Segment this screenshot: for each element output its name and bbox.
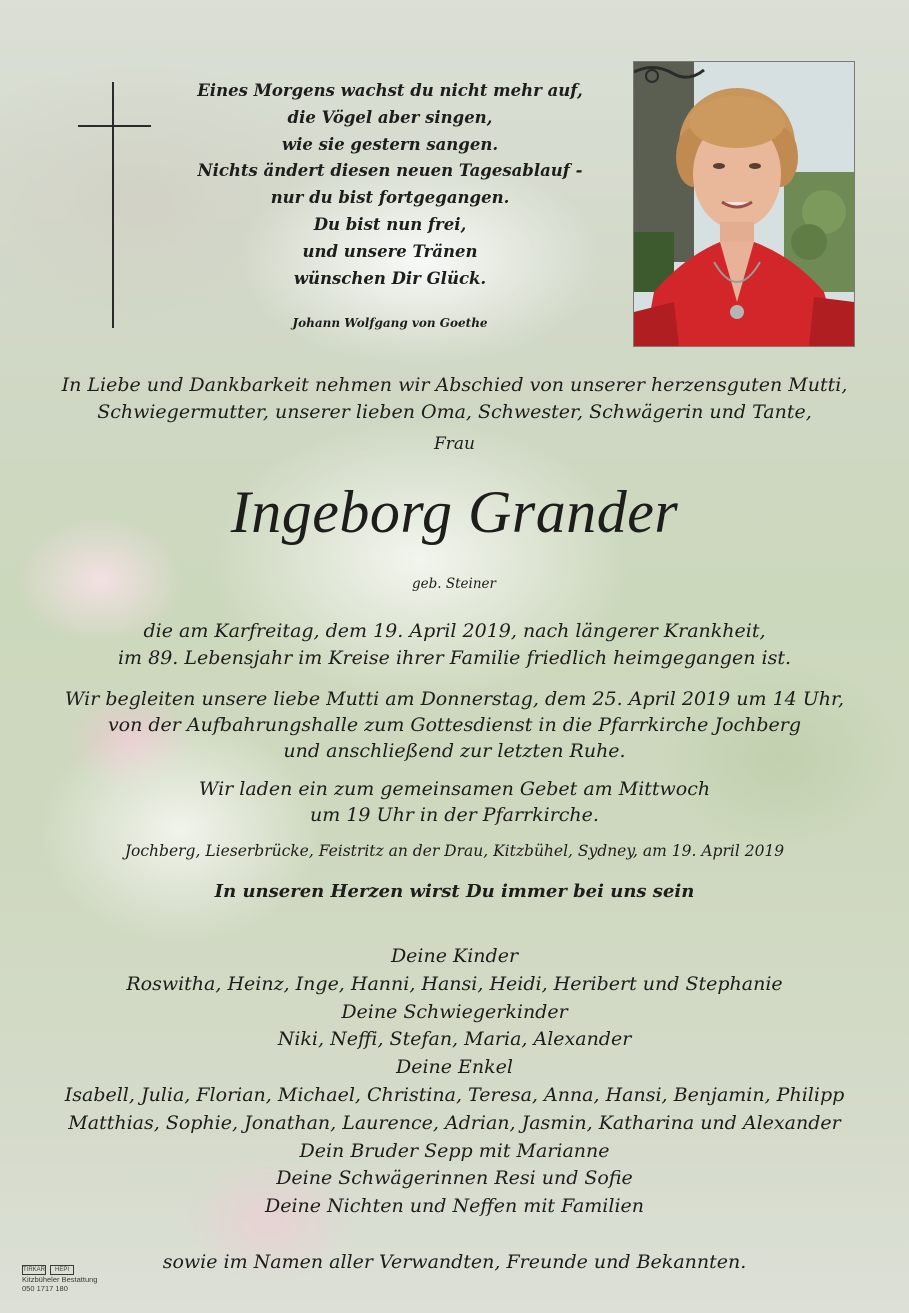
- cross-icon: [112, 82, 114, 328]
- funeral-line: von der Aufbahrungshalle zum Gottesdienst in die Pfarrkirche Jochberg: [107, 714, 802, 736]
- family-line: Deine Enkel: [395, 1056, 513, 1079]
- logo-name: Kitzbüheler Bestattung: [22, 1275, 98, 1284]
- family-list: [40, 943, 869, 1221]
- poem-line: wie sie gestern sangen.: [281, 134, 499, 154]
- logo-mark-right: HEPI: [50, 1265, 74, 1275]
- poem-line: wünschen Dir Glück.: [293, 268, 487, 288]
- intro-text: [40, 372, 869, 426]
- death-notice: [40, 618, 869, 672]
- poem-line: Du bist nun frei,: [313, 214, 467, 234]
- funeral-line: Wir begleiten unsere liebe Mutti am Donnerstag, dem 25. April 2019 um 14 Uhr,: [64, 688, 845, 710]
- family-line: Roswitha, Heinz, Inge, Hanni, Hansi, Heidi, Heribert und Stephanie: [126, 972, 783, 995]
- undertaker-logo: [22, 1265, 132, 1301]
- closing-text: sowie im Namen aller Verwandten, Freunde und Bekannten.: [162, 1251, 747, 1273]
- death-notice-line: die am Karfreitag, dem 19. April 2019, nach längerer Krankheit,: [143, 620, 766, 642]
- poem-line: nur du bist fortgegangen.: [270, 188, 510, 208]
- family-line: Deine Schwiegerkinder: [341, 1000, 568, 1023]
- motto: In unseren Herzen wirst Du immer bei uns sein: [214, 881, 695, 902]
- family-line: Matthias, Sophie, Jonathan, Laurence, Adrian, Jasmin, Katharina und Alexander: [68, 1111, 841, 1134]
- family-line: Niki, Neffi, Stefan, Maria, Alexander: [277, 1028, 632, 1051]
- maiden-name: geb. Steiner: [412, 576, 496, 592]
- funeral-info: [40, 686, 869, 764]
- logo-mark: [22, 1265, 132, 1275]
- family-line: Isabell, Julia, Florian, Michael, Christina, Teresa, Anna, Hansi, Benjamin, Philipp: [64, 1083, 845, 1106]
- poem-line: die Vögel aber singen,: [287, 107, 493, 127]
- family-line: Deine Nichten und Neffen mit Familien: [264, 1195, 645, 1218]
- poem-line: und unsere Tränen: [302, 241, 478, 261]
- family-line: Deine Kinder: [390, 945, 519, 967]
- prayer-line: Wir laden ein zum gemeinsamen Gebet am Mittwoch: [198, 778, 711, 800]
- prayer-info: [40, 776, 869, 828]
- family-line: Deine Schwägerinnen Resi und Sofie: [276, 1167, 633, 1190]
- portrait-illustration: [634, 62, 854, 346]
- intro-line: In Liebe und Dankbarkeit nehmen wir Abschied von unserer herzensguten Mutti,: [61, 374, 848, 396]
- cross-icon-bar: [78, 125, 151, 127]
- logo-phone: 050 1717 180: [22, 1284, 68, 1293]
- poem-line: Eines Morgens wachst du nicht mehr auf,: [197, 81, 583, 100]
- places-date: Jochberg, Lieserbrücke, Feistritz an der Drau, Kitzbühel, Sydney, am 19. April 2019: [124, 842, 785, 860]
- funeral-line: und anschließend zur letzten Ruhe.: [283, 740, 626, 762]
- intro-line: Schwiegermutter, unserer lieben Oma, Schwester, Schwägerin und Tante,: [97, 401, 812, 423]
- deceased-name: Ingeborg Grander: [230, 479, 679, 545]
- death-notice-line: im 89. Lebensjahr im Kreise ihrer Familie friedlich heimgegangen ist.: [117, 647, 792, 669]
- logo-mark-left: TIRKAR: [23, 1267, 46, 1273]
- salutation: Frau: [433, 434, 475, 454]
- poem-line: Nichts ändert diesen neuen Tagesablauf -: [197, 161, 583, 181]
- poem-author: Johann Wolfgang von Goethe: [292, 316, 488, 330]
- portrait-photo: [633, 61, 855, 347]
- poem: [180, 78, 600, 292]
- prayer-line: um 19 Uhr in der Pfarrkirche.: [310, 804, 599, 826]
- family-line: Dein Bruder Sepp mit Marianne: [299, 1139, 610, 1162]
